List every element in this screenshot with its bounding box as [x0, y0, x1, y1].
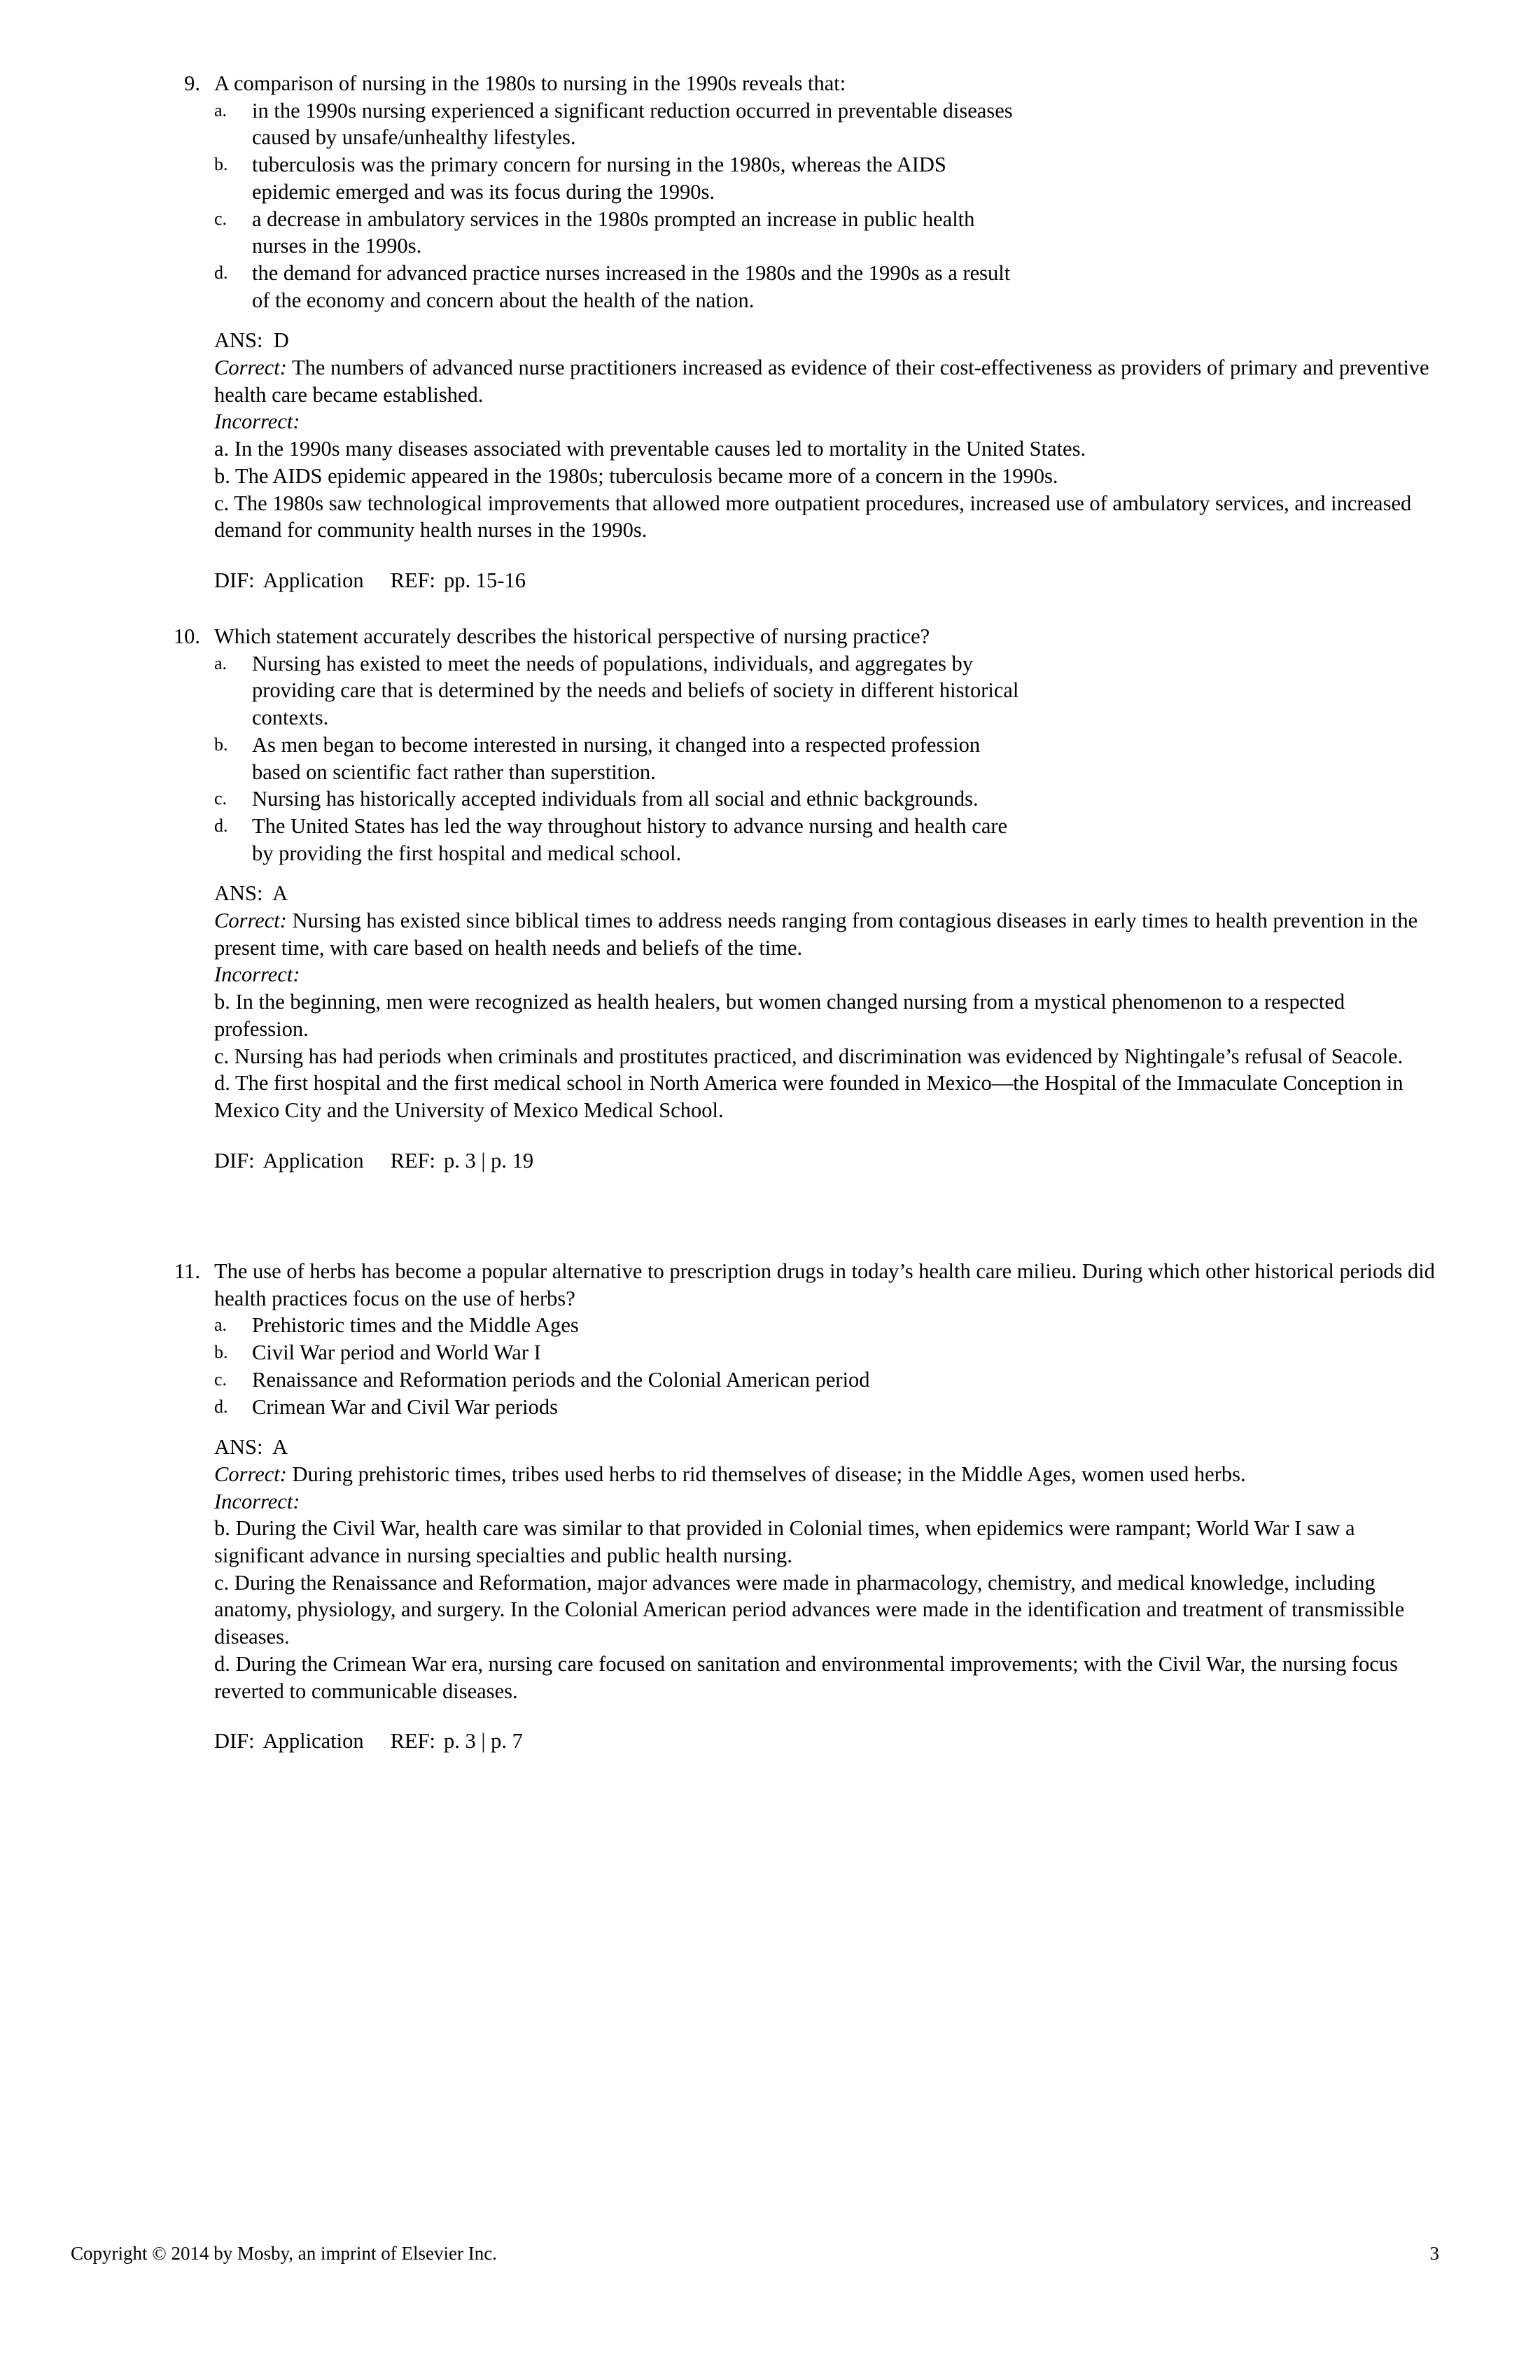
option-a — [214, 97, 1435, 151]
answer-line — [214, 880, 1436, 907]
option-text: the demand for advanced practice nurses increased in the 1980s and the 1990s as a result of the economy and concern about the health of the nation. — [252, 260, 1011, 312]
answer-line — [214, 327, 1436, 354]
option-b — [214, 151, 1435, 205]
option-text: tuberculosis was the primary concern for nursing in the 1980s, whereas the AIDS epidemic emerged and was its focus during the 1990s. — [252, 153, 946, 204]
rationale-incorrect: b. The AIDS epidemic appeared in the 1980s; tuberculosis became more of a concern in the 1990s. — [214, 463, 1058, 488]
option-d — [214, 1394, 1435, 1421]
ref-label: REF: — [390, 1148, 436, 1172]
dif-value: Application — [262, 1729, 364, 1754]
ans-value: A — [272, 1435, 288, 1460]
option-d — [214, 813, 1435, 867]
ans-value: A — [272, 881, 288, 906]
page-footer — [71, 2240, 1439, 2267]
ans-label: ANS: — [214, 1435, 263, 1460]
dif-label: DIF: — [214, 1729, 255, 1754]
question-text: Which statement accurately describes the historical perspective of nursing practice? — [214, 624, 930, 648]
rationale-incorrect: d. The first hospital and the first medical school in North America were founded in Mexico—the Hospital of the Immaculate Conception in Mexico City and the University of Mexico Medical School. — [214, 1071, 1404, 1122]
answer-block — [214, 1434, 1436, 1755]
dif-label: DIF: — [214, 1148, 255, 1172]
option-text: As men began to become interested in nursing, it changed into a respected profession based on scientific fact rather than superstition. — [252, 732, 981, 784]
metadata-line — [214, 567, 1436, 594]
question-text: The use of herbs has become a popular alternative to prescription drugs in today’s health care milieu. During which other historical periods did health practices focus on the use of herbs? — [214, 1259, 1435, 1310]
option-text: Prehistoric times and the Middle Ages — [252, 1313, 579, 1338]
rationale-incorrect: c. The 1980s saw technological improvements that allowed more outpatient procedures, increased use of ambulatory services, and increased demand for community health nurses in the 1990s. — [214, 491, 1412, 542]
option-text: Civil War period and World War I — [252, 1340, 541, 1365]
options-list — [214, 97, 1435, 314]
incorrect-label: Incorrect: — [214, 410, 300, 434]
option-text: Nursing has existed to meet the needs of populations, individuals, and aggregates by providing care that is determined by the needs and beliefs of society in different historical contexts. — [252, 651, 1019, 730]
option-d — [214, 260, 1435, 314]
ref-value: pp. 15-16 — [444, 568, 526, 592]
options-list — [214, 1312, 1435, 1420]
question-9 — [154, 70, 1435, 594]
question-number: 11. — [174, 1259, 200, 1283]
option-letter: c. — [214, 788, 227, 809]
option-letter: c. — [214, 1368, 227, 1390]
metadata-line — [214, 1147, 1436, 1175]
correct-text: During prehistoric times, tribes used herbs to rid themselves of disease; in the Middle Ages, women used herbs. — [292, 1462, 1246, 1486]
options-list — [214, 650, 1435, 867]
option-letter: d. — [214, 815, 228, 836]
option-text: Crimean War and Civil War periods — [252, 1394, 558, 1419]
correct-label: Correct: — [214, 1462, 287, 1486]
option-text: The United States has led the way throughout history to advance nursing and health care by providing the first hospital and medical school. — [252, 813, 1008, 865]
question-number: 9. — [184, 71, 200, 95]
ref-value: p. 3 | p. 19 — [444, 1148, 534, 1172]
option-a — [214, 650, 1435, 732]
option-letter: d. — [214, 262, 228, 283]
option-letter: a. — [214, 99, 227, 120]
question-10 — [154, 623, 1435, 1174]
option-c — [214, 206, 1435, 260]
incorrect-label: Incorrect: — [214, 962, 300, 987]
rationale-correct — [214, 907, 1436, 961]
dif-value: Application — [262, 568, 364, 592]
answer-line — [214, 1434, 1436, 1461]
ref-value: p. 3 | p. 7 — [444, 1729, 523, 1754]
rationale-correct — [214, 354, 1436, 408]
answer-block — [214, 327, 1436, 594]
ans-label: ANS: — [214, 881, 263, 906]
rationale-incorrect: c. Nursing has had periods when criminals and prostitutes practiced, and discrimination was evidenced by Nightingale’s refusal of Seacole. — [214, 1044, 1404, 1068]
option-text: a decrease in ambulatory services in the 1980s prompted an increase in public health nurses in the 1990s. — [252, 206, 975, 258]
rationale-incorrect: d. During the Crimean War era, nursing care focused on sanitation and environmental improvements; with the Civil War, the nursing focus reverted to communicable diseases. — [214, 1651, 1399, 1703]
correct-label: Correct: — [214, 356, 287, 380]
option-text: Renaissance and Reformation periods and the Colonial American period — [252, 1367, 870, 1392]
option-b — [214, 732, 1435, 785]
answer-block — [214, 880, 1436, 1174]
ref-label: REF: — [390, 1729, 436, 1754]
dif-label: DIF: — [214, 568, 255, 592]
option-c — [214, 785, 1435, 813]
ans-value: D — [273, 328, 289, 353]
option-letter: c. — [214, 208, 227, 229]
rationale-incorrect: c. During the Renaissance and Reformation, major advances were made in pharmacology, chemistry, and medical knowledge, including anatomy, physiology, and surgery. In the Colonial American period advances were made in the identification and treatment of transmissible diseases. — [214, 1570, 1405, 1649]
correct-label: Correct: — [214, 909, 287, 933]
page-number: 3 — [1429, 2243, 1439, 2264]
ans-label: ANS: — [214, 328, 263, 353]
ref-label: REF: — [390, 568, 436, 592]
option-text: Nursing has historically accepted individuals from all social and ethnic backgrounds. — [252, 787, 979, 811]
copyright-text: Copyright © 2014 by Mosby, an imprint of Elsevier Inc. — [71, 2243, 497, 2264]
option-letter: b. — [214, 1342, 228, 1363]
option-a — [214, 1312, 1435, 1339]
rationale-incorrect: b. In the beginning, men were recognized as health healers, but women changed nursing from a mystical phenomenon to a respected profession. — [214, 990, 1345, 1041]
question-number: 10. — [173, 624, 200, 648]
option-letter: b. — [214, 154, 228, 175]
option-letter: b. — [214, 734, 228, 755]
option-c — [214, 1366, 1435, 1394]
metadata-line — [214, 1728, 1436, 1755]
option-b — [214, 1339, 1435, 1366]
rationale-correct — [214, 1461, 1436, 1488]
correct-text: Nursing has existed since biblical times to address needs ranging from contagious diseases in early times to health prevention in the present time, with care based on health needs and beliefs of the time. — [214, 909, 1418, 960]
correct-text: The numbers of advanced nurse practitioners increased as evidence of their cost-effectiveness as providers of primary and preventive health care became established. — [214, 356, 1429, 407]
option-letter: a. — [214, 1315, 227, 1336]
option-text: in the 1990s nursing experienced a significant reduction occurred in preventable diseases caused by unsafe/unhealthy lifestyles. — [252, 98, 1013, 150]
dif-value: Application — [262, 1148, 364, 1172]
incorrect-label: Incorrect: — [214, 1489, 300, 1513]
option-letter: a. — [214, 652, 227, 673]
rationale-incorrect: b. During the Civil War, health care was similar to that provided in Colonial times, when epidemics were rampant; World War I saw a significant advance in nursing specialties and public health nursing. — [214, 1516, 1355, 1568]
question-text: A comparison of nursing in the 1980s to nursing in the 1990s reveals that: — [214, 71, 846, 95]
option-letter: d. — [214, 1396, 228, 1417]
question-11 — [154, 1258, 1435, 1755]
rationale-incorrect: a. In the 1990s many diseases associated with preventable causes led to mortality in the United States. — [214, 437, 1086, 461]
